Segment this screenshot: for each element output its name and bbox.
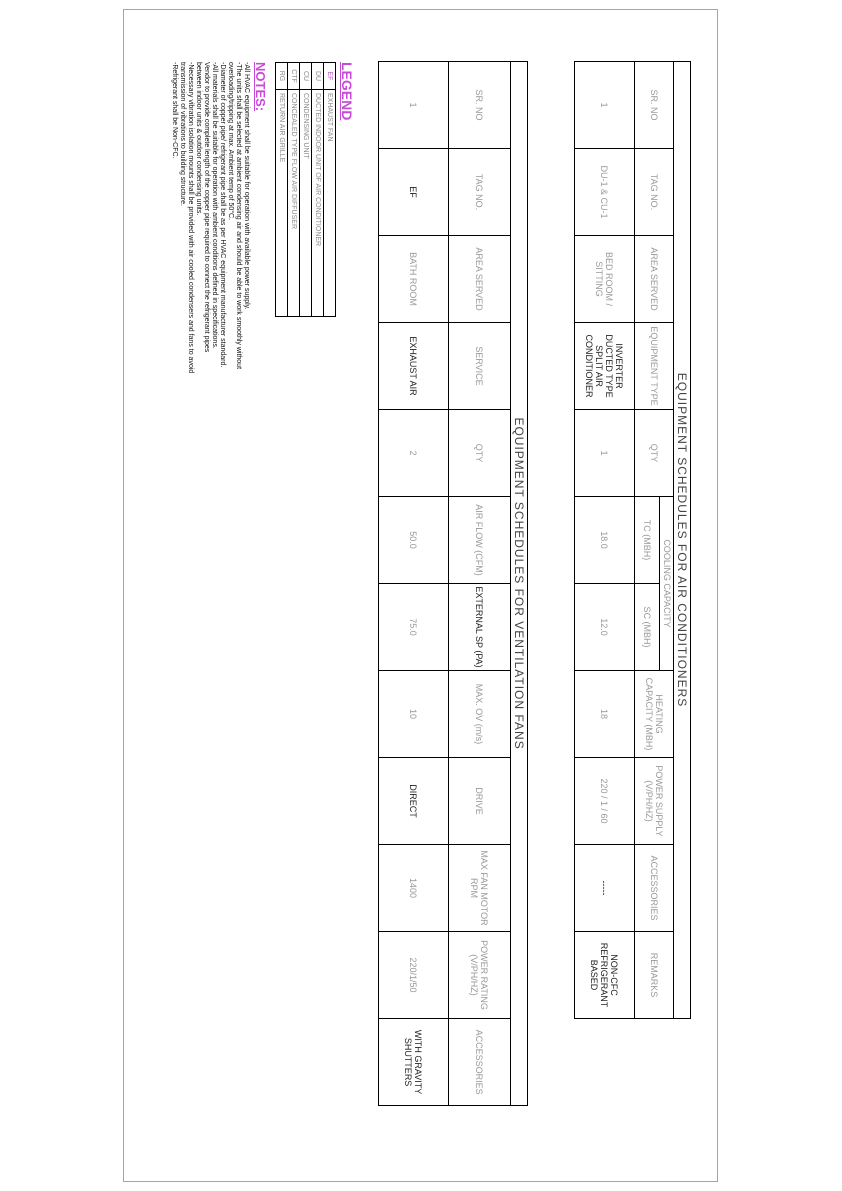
legend-desc: DUCTED INDOOR UNIT OF AIR CONDITIONER [312,90,324,317]
ac-remarks: NON-CFC REFRIGERANT BASED [575,932,635,1019]
vent-power-rating: 220/1/50 [379,932,449,1019]
legend-row [276,63,288,317]
ac-header-cooling-capacity: COOLING CAPACITY [660,497,674,671]
note-line: -All HVAC equipment shall be suitable for operation with available power supply. [243,62,250,310]
note-line: -The units shall be selected at ambient condensing air and should be able to work smoothly without [235,62,242,370]
ac-accessories: ----- [575,845,635,932]
notes-title: NOTES: [253,62,268,112]
ac-header-area-served: AREA SERVED [635,236,674,323]
ac-schedule-title: EQUIPMENT SCHEDULES FOR AIR CONDITIONERS [674,62,691,1019]
ac-header-sr-no: SR. NO [635,62,674,149]
ac-header-tc: TC (MBH) [635,497,660,584]
ac-header-qty: QTY [635,410,674,497]
vent-header-sr-no: SR. NO [449,62,511,149]
vent-table-row [379,62,449,1106]
vent-header-accessories: ACCESSORIES [449,1019,511,1106]
ac-qty: 1 [575,410,635,497]
ac-schedule [574,61,691,1019]
ac-table-row [575,62,635,1019]
legend-row [312,63,324,317]
ac-header-heating-capacity: HEATING CAPACITY (MBH) [635,671,674,758]
legend-desc: RETURN AIR GRILLE [276,90,288,317]
vent-max-ov: 10 [379,671,449,758]
note-line: between indoor units & outdoor condensing units. [195,62,202,216]
note-line: Vendor to provide complete length of the copper pipe required to connect the refrigerant pipes [203,62,210,353]
vent-air-flow: 50.0 [379,497,449,584]
vent-schedule [378,61,528,1106]
vent-max-fan-motor: 1400 [379,845,449,932]
vent-header-service: SERVICE [449,323,511,410]
legend-code: CU [300,63,312,90]
vent-external-sp: 75.0 [379,584,449,671]
ac-tag-no: DU-1 & CU-1 [575,149,635,236]
legend-desc: CONCEALED TYPE FLOW AIR DIFFUSER [288,90,300,317]
vent-area-served: BATH ROOM [379,236,449,323]
legend-code: RG [276,63,288,90]
ac-tc: 18.0 [575,497,635,584]
vent-header-qty: QTY [449,410,511,497]
ac-sc: 12.0 [575,584,635,671]
vent-header-tag-no: TAG NO. [449,149,511,236]
vent-header-max-fan-motor: MAX FAN MOTOR RPM [449,845,511,932]
legend-table [275,62,336,317]
legend-desc: EXHAUST FAN [324,90,336,317]
legend-row [324,63,336,317]
ac-header-remarks: REMARKS [635,932,674,1019]
vent-header-external-sp: EXTERNAL SP (PA) [449,584,511,671]
legend-code: EF [324,63,336,90]
legend-code: CTF [288,63,300,90]
legend-notes-block [145,62,355,462]
vent-schedule-title: EQUIPMENT SCHEDULES FOR VENTILATION FANS [511,62,528,1106]
note-line: -All materials shall be suitable for operation with ambient conditions defined in specifications. [211,62,218,349]
vent-header-air-flow: AIR FLOW (CFM) [449,497,511,584]
ac-equipment-type: INVERTER DUCTED TYPE SPLIT AIR CONDITIONER [575,323,635,410]
vent-header-max-ov: MAX. OV (m/s) [449,671,511,758]
notes-text [170,62,250,422]
vent-accessories: WITH GRAVITY SHUTTERS [379,1019,449,1106]
legend-row [300,63,312,317]
legend-title: LEGEND [339,62,355,121]
legend-desc: CONDENSING UNIT [300,90,312,317]
ac-area-served: BED ROOM / SITTING [575,236,635,323]
note-line: overloading/tripping at max. Ambient temp of 50°C. [227,62,234,221]
vent-header-area-served: AREA SERVED [449,236,511,323]
note-line: -Diameter of copper pipe/ refrigerant pipe shall be as per HVAC equipment manufacturer standard. [219,62,226,368]
ac-header-equipment-type: EQUIPMENT TYPE [635,323,674,410]
vent-tag-no: EF [379,149,449,236]
note-line: -Refrigerant shall be Non-CFC. [171,62,178,159]
ac-heating: 18 [575,671,635,758]
ac-header-tag-no: TAG NO. [635,149,674,236]
note-line: transmission of vibrations to building structure. [179,62,186,206]
vent-drive: DIRECT [379,758,449,845]
vent-header-drive: DRIVE [449,758,511,845]
ac-power-supply: 220 / 1 / 60 [575,758,635,845]
ac-sr-no: 1 [575,62,635,149]
legend-code: DU [312,63,324,90]
vent-service: EXHAUST AIR [379,323,449,410]
ac-header-power-supply: POWER SUPPLY (V/PH/HZ) [635,758,674,845]
vent-sr-no: 1 [379,62,449,149]
note-line: -Necessary vibration isolation mounts shall be provided with air cooled condensers and fans to avoid [187,62,194,374]
legend-row [288,63,300,317]
ac-header-sc: SC (MBH) [635,584,660,671]
vent-qty: 2 [379,410,449,497]
ac-header-accessories: ACCESSORIES [635,845,674,932]
vent-header-power-rating: POWER RATING (V/PH/HZ) [449,932,511,1019]
